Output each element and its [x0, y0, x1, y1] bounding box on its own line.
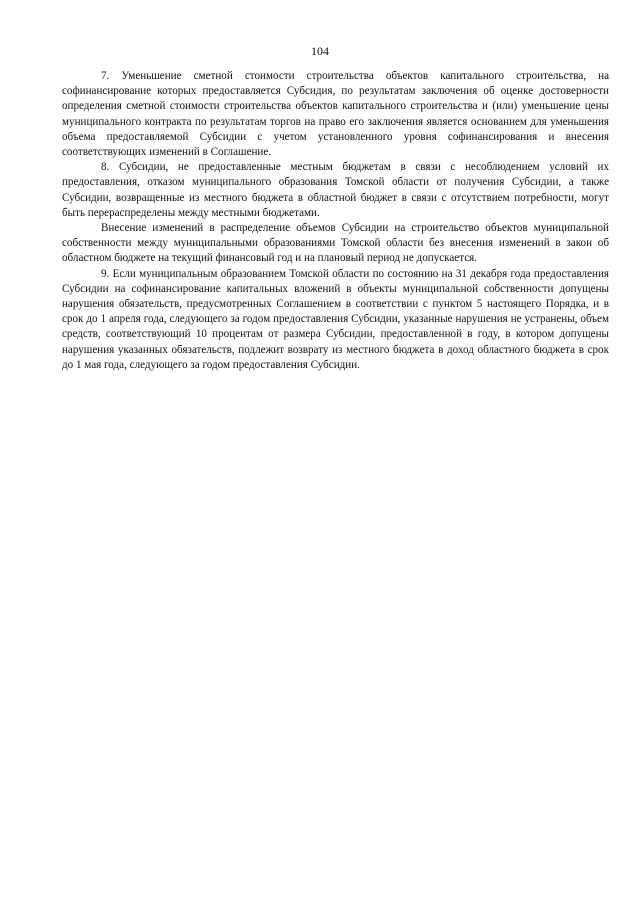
page-number: 104 — [311, 44, 329, 58]
paragraph-7: 7. Уменьшение сметной стоимости строительства объектов капитального строительства, на софинансирование которых предоставляется Субсидия, по результатам заключения об оценке достоверности определения сметной стоимости строительства объектов капитального строительства и (или) уменьшение цены муниципального контракта по результатам торгов на право его заключения является основанием для уменьшения объема предоставляемой Субсидии с учетом установленного уровня софинансирования и внесения соответствующих изменений в Соглашение. — [62, 70, 609, 159]
paragraph-8: 8. Субсидии, не предоставленные местным бюджетам в связи с несоблюдением условий их предоставления, отказом муниципального образования Томской области от получения Субсидии, а также Субсидии, возвращенные из местного бюджета в областной бюджет в связи с отсутствием потребности, могут быть перераспределены между местными бюджетами. — [62, 161, 609, 219]
paragraph-8-continuation: Внесение изменений в распределение объемов Субсидии на строительство объектов муниципальной собственности между муниципальными образованиями Томской области без внесения изменений в закон об областном бюджете на текущий финансовый год и на плановый период не допускается. — [62, 222, 609, 265]
document-body — [62, 69, 609, 373]
paragraph-9: 9. Если муниципальным образованием Томской области по состоянию на 31 декабря года предоставления Субсидии на софинансирование капитальных вложений в объекты муниципальной собственности допущены нарушения обязательств, предусмотренных Соглашением в соответствии с пунктом 5 настоящего Порядка, и в срок до 1 апреля года, следующего за годом предоставления Субсидии, указанные нарушения не устранены, объем средств, соответствующий 10 процентам от размера Субсидии, предоставленной в году, в котором допущены нарушения указанных обязательств, подлежит возврату из местного бюджета в доход областного бюджета в срок до 1 мая года, следующего за годом предоставления Субсидии. — [62, 267, 609, 371]
